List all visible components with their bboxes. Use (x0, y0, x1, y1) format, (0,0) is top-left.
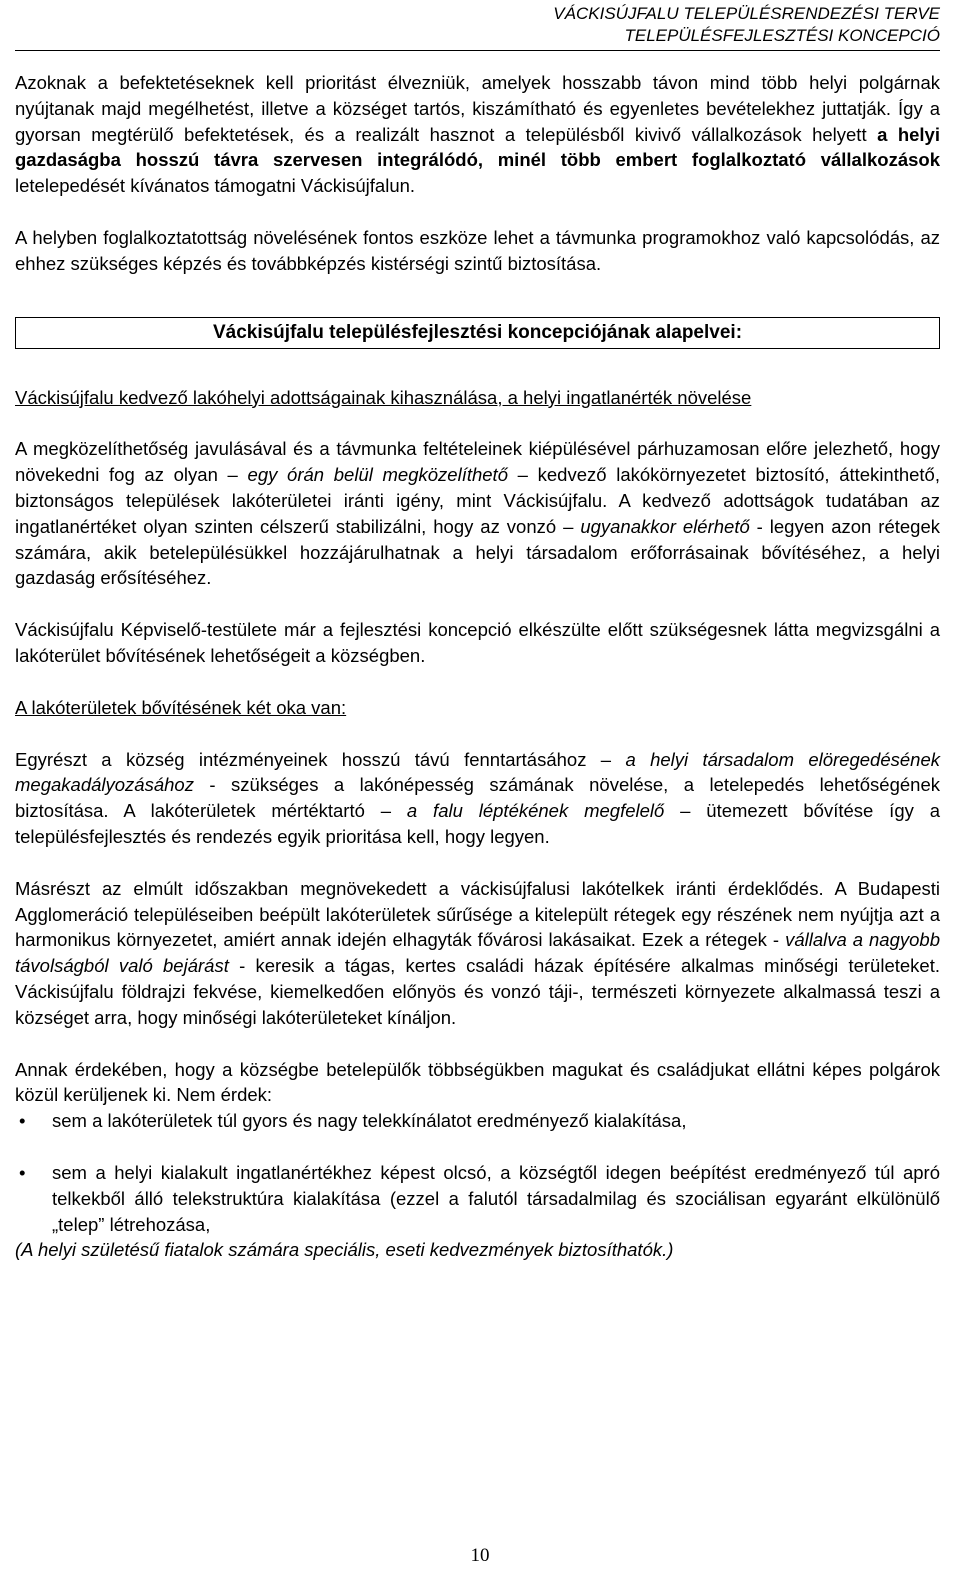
paragraph-text: – kedvező lakókörnyezetet biztosító, áttekinthető, biztonságos települések lakóterületei iránti igény, mint Váckisújfalu. A kedvező adottságok tudatában az ingatlanértéket olyan szinten célszerű stabilizálni, hogy az vonzó – (15, 464, 940, 537)
list-item-text: sem a lakóterületek túl gyors és nagy telekkínálatot eredményező kialakítása, (52, 1110, 687, 1132)
paragraph-accessibility (15, 436, 940, 591)
header-line-2: TELEPÜLÉSFEJLESZTÉSI KONCEPCIÓ (624, 26, 940, 45)
page-body (15, 70, 940, 1263)
paragraph-second-reason (15, 876, 940, 1031)
italic-note (15, 1237, 940, 1263)
paragraph-text: Egyrészt a község intézményeinek hosszú távú fenntartásához – (15, 748, 626, 770)
paragraph-bold-text: a helyi gazdaságba hosszú távra szervesen integrálódó, minél több embert foglalkoztató vállalkozások (15, 123, 940, 171)
note-text: (A helyi születésű fiatalok számára speciális, eseti kedvezmények biztosíthatók.) (15, 1239, 674, 1261)
section-title: Váckisújfalu kedvező lakóhelyi adottságainak kihasználása, a helyi ingatlanérték növelése (15, 386, 752, 408)
list-item-text: sem a helyi kialakult ingatlanértékhez képest olcsó, a községtől idegen beépítést eredményező túl apró telkekből álló telekstruktúra kialakítása (ezzel a falutól társadalmilag és szociálisan egyaránt elkülönülő „telep” létrehozása, (52, 1161, 940, 1235)
bullet-icon: • (19, 1161, 26, 1183)
list-item (15, 1108, 940, 1134)
paragraph-text: A megközelíthetőség javulásával és a távmunka feltételeinek kiépülésével párhuzamosan előre jelezhető, hogy növekedni fog az olyan – (15, 438, 940, 486)
paragraph-text: Másrészt az elmúlt időszakban megnövekedett a váckisújfalusi lakótelkek iránti érdeklődés. A Budapesti Agglomeráció településeiben beépült lakóterületek sűrűsége a kitelepült rétegek egy részének nem nyújtja azt a harmonikus környezetet, amiért annak idején elhagyták fővárosi lakásaikat. Ezek a rétegek - (15, 877, 940, 951)
paragraph-text: letelepedését kívánatos támogatni Váckisújfalun. (15, 175, 416, 197)
paragraph-interest: Annak érdekében, hogy a községbe betelepülők többségükben magukat és családjukat ellátni képes polgárok közül kerüljenek ki. Nem érdek: (15, 1058, 940, 1106)
list-item (15, 1160, 940, 1237)
page-number: 10 (470, 1545, 490, 1566)
paragraph-priorities (15, 70, 940, 199)
paragraph-text: - keresik a tágas, kertes családi házak építésére alkalmas minőségi területeket. Váckisújfalu földrajzi fekvése, kiemelkedően előnyös és vonzó táji-, természeti környezete alkalmassá teszi a községet arra, hogy minőségi lakóterületeket kínáljon. (15, 955, 940, 1028)
running-header (553, 3, 940, 47)
sub-heading: A lakóterületek bővítésének két oka van: (15, 696, 347, 718)
bullet-icon: • (19, 1110, 26, 1132)
paragraph-italic-text: egy órán belül megközelíthető (247, 464, 508, 486)
paragraph-text: - legyen azon rétegek számára, akik betelepülésükkel hozzájárulhatnak a helyi társadalom erőforrásainak bővítéséhez, a helyi gazdaság erősítéséhez. (15, 515, 940, 589)
paragraph-italic-text: a falu léptékének megfelelő (406, 800, 665, 822)
paragraph-italic-text: ugyanakkor elérhető (580, 515, 750, 537)
principles-title-box: Váckisújfalu településfejlesztési koncepciójának alapelvei: (15, 317, 940, 349)
paragraph-telework: A helyben foglalkoztatottság növelésének fontos eszköze lehet a távmunka programokhoz való kapcsolódás, az ehhez szükséges képzés és továbbképzés kistérségi szintű biztosítása. (15, 226, 940, 274)
paragraph-text: Azoknak a befektetéseknek kell prioritást élvezniük, amelyek hosszabb távon mind több helyi polgárnak nyújtanak majd megélhetést, illetve a községet tartós, kiszámítható és egyenletes bevételekhez juttatják. Így a gyorsan megtérülő befektetések, és a realizált hasznot a településből kivivő vállalkozások helyett (15, 72, 940, 145)
paragraph-first-reason (15, 747, 940, 850)
paragraph-italic-text: a helyi társadalom elöregedésének megakadályozásához (15, 748, 940, 796)
paragraph-text: – ütemezett bővítése így a településfejlesztés és rendezés egyik prioritása kell, hogy legyen. (15, 800, 941, 847)
bullet-list (15, 1108, 940, 1237)
paragraph-council: Váckisújfalu Képviselő-testülete már a fejlesztési koncepció elkészülte előtt szükségesnek látta megvizsgálni a lakóterület bővítésének lehetőségeit a községben. (15, 619, 940, 666)
paragraph-text: - szükséges a lakónépesség számának növelése, a letelepedés lehetőségének biztosítása. A lakóterületek mértéktartó – (15, 774, 940, 822)
header-line-1: VÁCKISÚJFALU TELEPÜLÉSRENDEZÉSI TERVE (553, 4, 940, 23)
header-rule (15, 50, 940, 51)
paragraph-italic-text: vállalva a nagyobb távolságból való bejárást (15, 929, 941, 977)
